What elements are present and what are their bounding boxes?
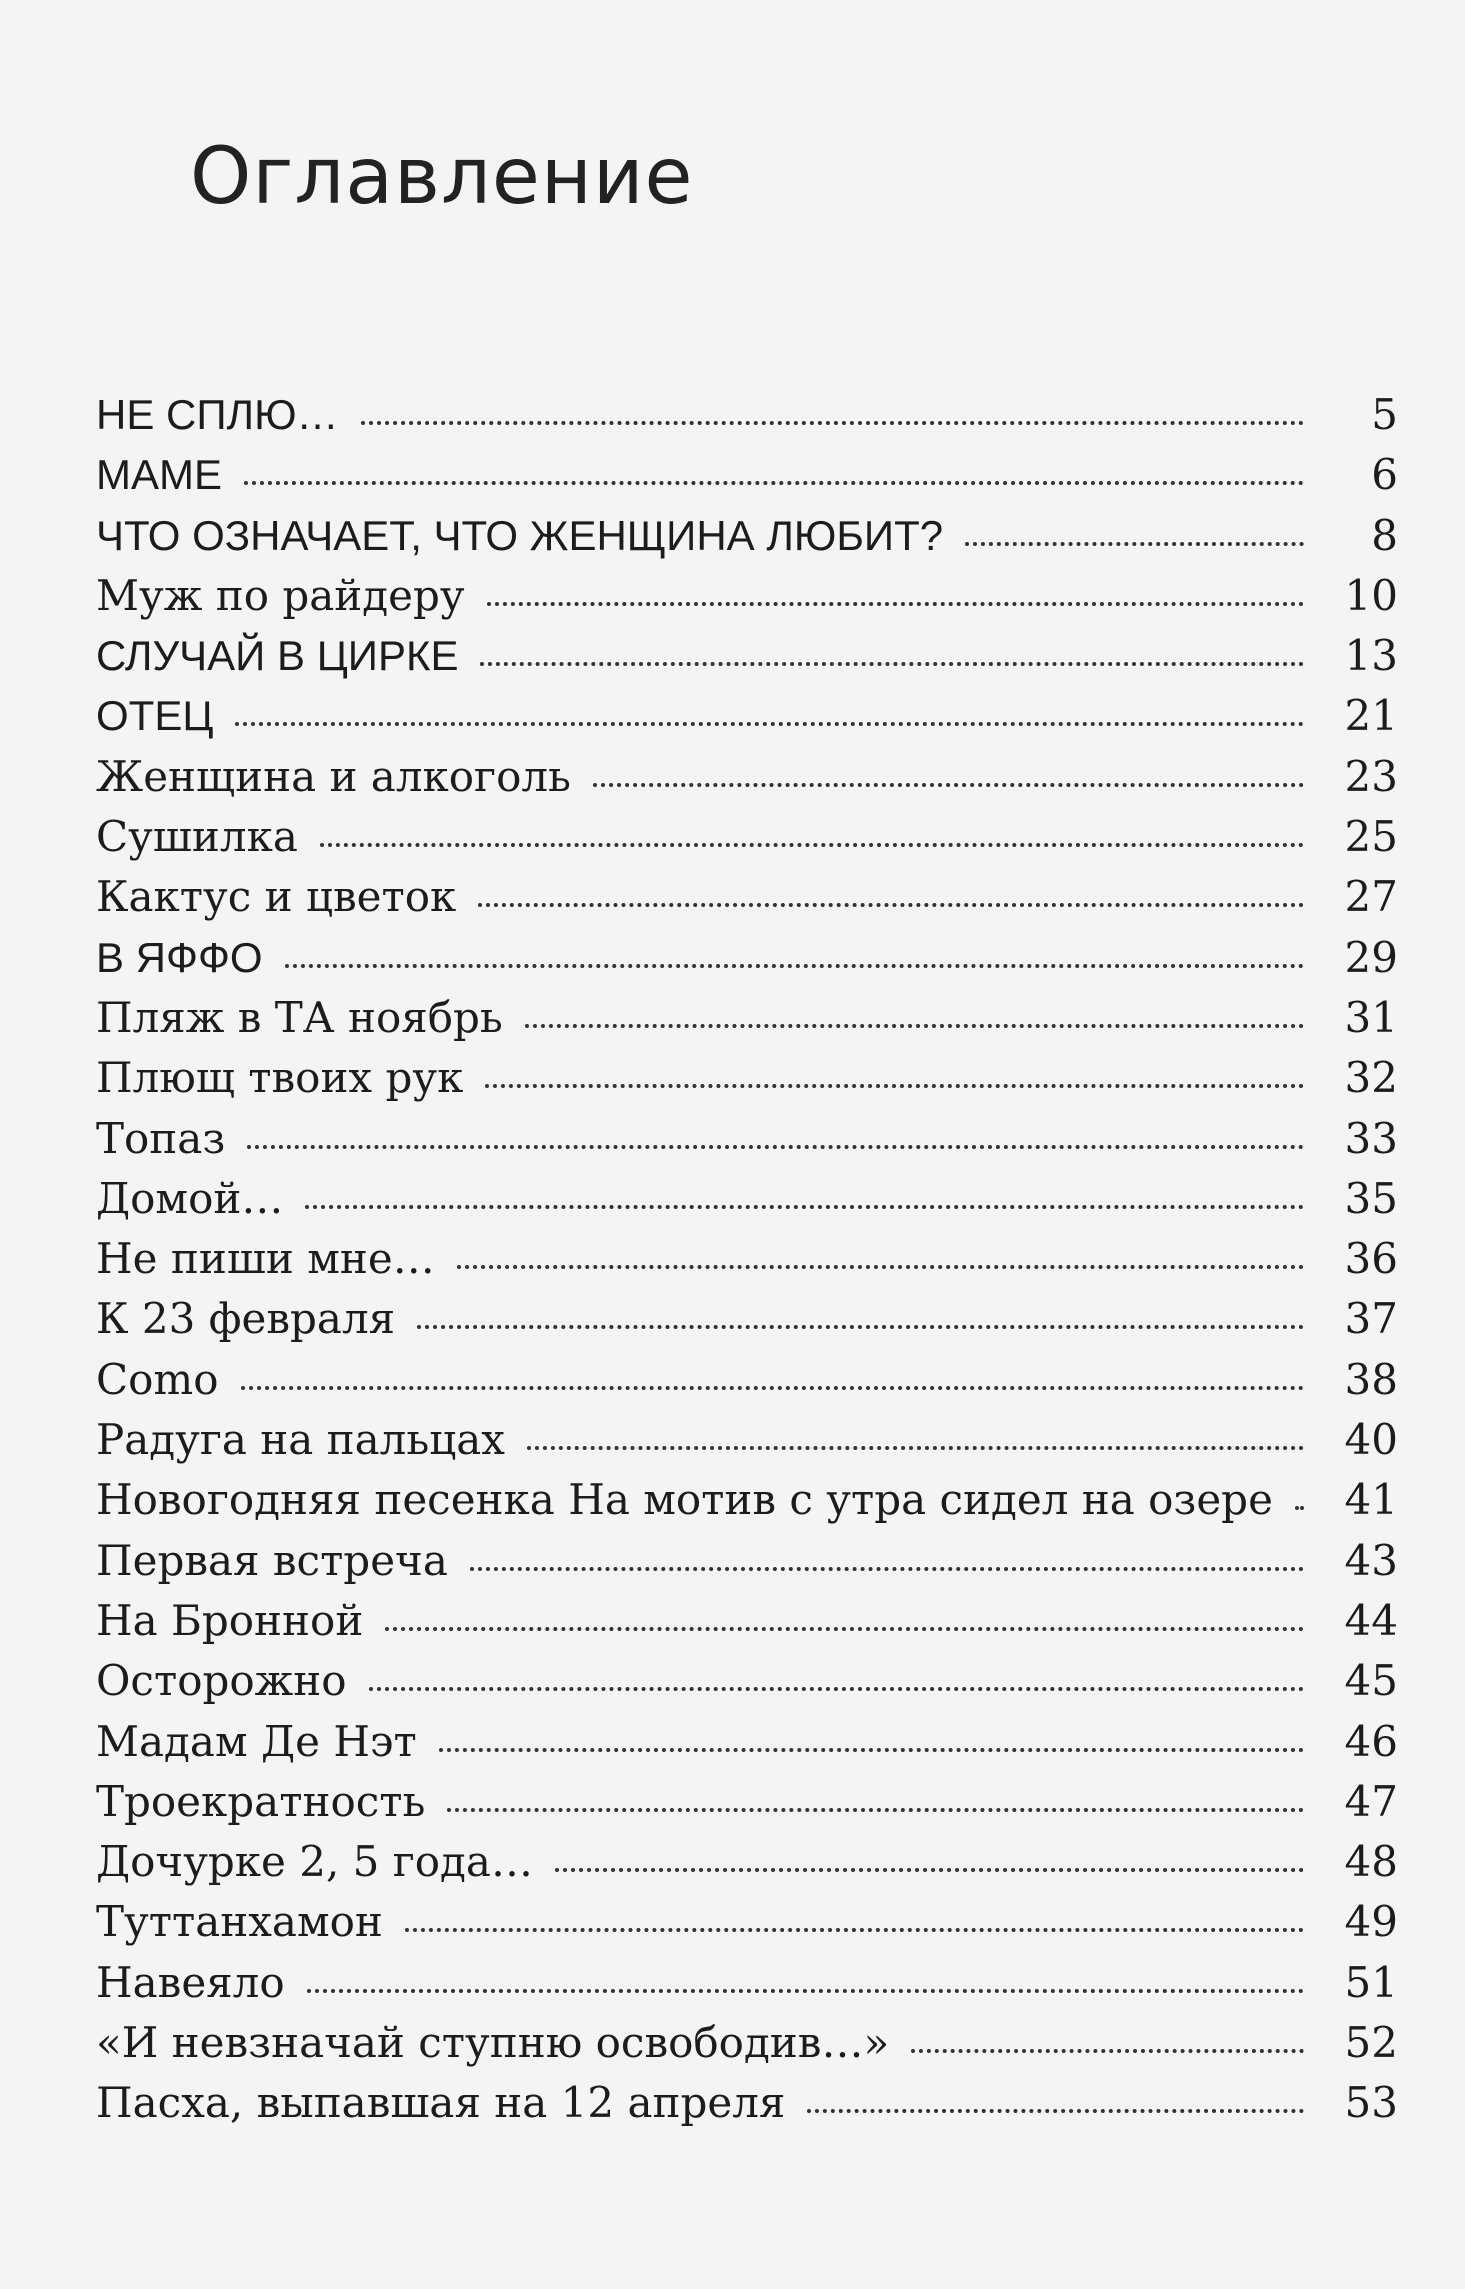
toc-entry[interactable] bbox=[96, 1651, 1398, 1711]
toc-entry-page-number: 41 bbox=[1344, 1475, 1398, 1525]
toc-entry-title: «И невзначай ступню освободив…» bbox=[96, 2018, 890, 2068]
toc-entry-page-number: 10 bbox=[1344, 570, 1398, 620]
toc-entry-page-number: 51 bbox=[1344, 1957, 1398, 2007]
toc-entry-page-number: 32 bbox=[1344, 1053, 1398, 1103]
dot-leader bbox=[527, 1446, 1304, 1450]
toc-entry-title: Плющ твоих рук bbox=[96, 1053, 464, 1103]
dot-leader bbox=[235, 722, 1304, 726]
dot-leader bbox=[361, 421, 1304, 425]
toc-entry-title: Кактус и цветок bbox=[96, 872, 457, 922]
toc-entry[interactable] bbox=[96, 686, 1398, 746]
toc-entry[interactable] bbox=[96, 1591, 1398, 1651]
toc-entry[interactable] bbox=[96, 988, 1398, 1048]
toc-entry-title: Троекратность bbox=[96, 1776, 426, 1826]
dot-leader bbox=[405, 1928, 1304, 1932]
dot-leader bbox=[305, 1205, 1304, 1209]
toc-entry[interactable] bbox=[96, 867, 1398, 927]
dot-leader bbox=[470, 1567, 1304, 1571]
toc-entry-page-number: 36 bbox=[1344, 1234, 1398, 1284]
toc-entry-page-number: 49 bbox=[1344, 1897, 1398, 1947]
toc-entry[interactable] bbox=[96, 626, 1398, 686]
toc-entry[interactable] bbox=[96, 807, 1398, 867]
toc-entry-page-number: 6 bbox=[1371, 450, 1398, 500]
toc-entry[interactable] bbox=[96, 385, 1398, 445]
toc-entry-title: К 23 февраля bbox=[96, 1294, 396, 1344]
toc-entry[interactable] bbox=[96, 1712, 1398, 1772]
toc-entry-page-number: 38 bbox=[1344, 1354, 1398, 1404]
toc-entry-title: Дочурке 2, 5 года… bbox=[96, 1837, 533, 1887]
toc-entry-page-number: 27 bbox=[1344, 872, 1398, 922]
toc-entry-page-number: 52 bbox=[1344, 2018, 1398, 2068]
toc-entry-title: Радуга на пальцах bbox=[96, 1415, 505, 1465]
dot-leader bbox=[487, 602, 1304, 606]
toc-entry-page-number: 23 bbox=[1344, 751, 1398, 801]
toc-entry-title: На Бронной bbox=[96, 1595, 364, 1645]
toc-entry-page-number: 29 bbox=[1344, 932, 1398, 982]
dot-leader bbox=[369, 1687, 1304, 1691]
toc-entry-page-number: 43 bbox=[1344, 1535, 1398, 1585]
toc-entry-page-number: 5 bbox=[1371, 390, 1398, 439]
toc-entry-title: Домой… bbox=[96, 1173, 284, 1223]
toc-entry-page-number: 48 bbox=[1344, 1837, 1398, 1887]
toc-entry[interactable] bbox=[96, 1169, 1398, 1229]
toc-entry[interactable] bbox=[96, 747, 1398, 807]
toc-entry-page-number: 13 bbox=[1344, 631, 1398, 681]
dot-leader bbox=[439, 1748, 1304, 1752]
toc-entry-page-number: 33 bbox=[1344, 1113, 1398, 1163]
toc-entry-title: Осторожно bbox=[96, 1656, 347, 1706]
toc-entry-title: Навеяло bbox=[96, 1957, 285, 2007]
toc-entry-title: Мадам Де Нэт bbox=[96, 1716, 417, 1766]
dot-leader bbox=[417, 1325, 1304, 1329]
toc-entry-title: Сушилка bbox=[96, 812, 298, 862]
dot-leader bbox=[285, 964, 1304, 968]
toc-entry[interactable] bbox=[96, 1772, 1398, 1832]
toc-entry-page-number: 40 bbox=[1344, 1415, 1398, 1465]
toc-entry[interactable] bbox=[96, 1892, 1398, 1952]
toc-entry-title: Первая встреча bbox=[96, 1535, 448, 1585]
dot-leader bbox=[525, 1024, 1304, 1028]
dot-leader bbox=[244, 481, 1304, 485]
toc-entry-title: МАМЕ bbox=[96, 451, 222, 499]
toc-entry[interactable] bbox=[96, 2073, 1398, 2133]
dot-leader bbox=[480, 662, 1304, 666]
toc-entry-title: ОТЕЦ bbox=[96, 692, 214, 740]
toc-entry[interactable] bbox=[96, 1229, 1398, 1289]
toc-entry-title: Пляж в ТА ноябрь bbox=[96, 992, 503, 1042]
toc-entry-page-number: 21 bbox=[1344, 691, 1398, 741]
dot-leader bbox=[965, 542, 1304, 546]
toc-entry-page-number: 35 bbox=[1344, 1173, 1398, 1223]
toc-entry-title: Муж по райдеру bbox=[96, 570, 465, 620]
toc-entry[interactable] bbox=[96, 1470, 1398, 1530]
toc-entry-page-number: 46 bbox=[1344, 1716, 1398, 1766]
toc-entry[interactable] bbox=[96, 1531, 1398, 1591]
toc-entry-title: Пасха, выпавшая на 12 апреля bbox=[96, 2078, 786, 2128]
toc-entry[interactable] bbox=[96, 445, 1398, 505]
dot-leader bbox=[593, 783, 1304, 787]
toc-entry-page-number: 25 bbox=[1344, 812, 1398, 862]
toc-entry-page-number: 8 bbox=[1371, 510, 1398, 560]
toc-entry[interactable] bbox=[96, 1109, 1398, 1169]
toc-entry-title: НЕ СПЛЮ… bbox=[96, 391, 339, 438]
toc-entry-title: Como bbox=[96, 1354, 219, 1404]
toc-entry[interactable] bbox=[96, 566, 1398, 626]
toc-entry[interactable] bbox=[96, 1953, 1398, 2013]
dot-leader bbox=[247, 1145, 1304, 1149]
toc-entry-page-number: 37 bbox=[1344, 1294, 1398, 1344]
toc-entry-title: Туттанхамон bbox=[96, 1897, 383, 1947]
dot-leader bbox=[485, 1084, 1304, 1088]
toc-entry[interactable] bbox=[96, 1289, 1398, 1349]
toc-entry-title: В ЯФФО bbox=[96, 933, 263, 981]
dot-leader bbox=[807, 2109, 1304, 2113]
dot-leader bbox=[320, 843, 1304, 847]
dot-leader bbox=[457, 1265, 1304, 1269]
toc-entry-page-number: 47 bbox=[1344, 1776, 1398, 1826]
toc-entry[interactable] bbox=[96, 1350, 1398, 1410]
toc-entry-page-number: 45 bbox=[1344, 1656, 1398, 1706]
dot-leader bbox=[1295, 1506, 1304, 1510]
dot-leader bbox=[478, 903, 1304, 907]
toc-entry-title: Женщина и алкоголь bbox=[96, 751, 571, 801]
toc-entry[interactable] bbox=[96, 506, 1398, 566]
dot-leader bbox=[555, 1868, 1304, 1872]
toc-entry-page-number: 31 bbox=[1344, 992, 1398, 1042]
toc-entry[interactable] bbox=[96, 928, 1398, 988]
toc-entry[interactable] bbox=[96, 2013, 1398, 2073]
toc-entry-title: Новогодняя песенка На мотив с утра сидел на озере bbox=[96, 1475, 1273, 1525]
page-title: Оглавление bbox=[190, 132, 694, 222]
toc-entry-title: ЧТО ОЗНАЧАЕТ, ЧТО ЖЕНЩИНА ЛЮБИТ? bbox=[96, 511, 944, 559]
dot-leader bbox=[447, 1808, 1304, 1812]
toc-entry-title: Топаз bbox=[96, 1113, 226, 1163]
dot-leader bbox=[307, 1989, 1304, 1993]
toc-entry-title: Не пиши мне… bbox=[96, 1234, 435, 1284]
toc-entry[interactable] bbox=[96, 1832, 1398, 1892]
toc-entry-page-number: 53 bbox=[1344, 2078, 1398, 2128]
toc-entry[interactable] bbox=[96, 1410, 1398, 1470]
table-of-contents bbox=[96, 385, 1398, 2134]
toc-entry-page-number: 44 bbox=[1344, 1595, 1398, 1645]
dot-leader bbox=[241, 1386, 1304, 1390]
dot-leader bbox=[911, 2049, 1304, 2053]
toc-entry[interactable] bbox=[96, 1048, 1398, 1108]
toc-entry-title: СЛУЧАЙ В ЦИРКЕ bbox=[96, 632, 459, 680]
dot-leader bbox=[385, 1627, 1304, 1631]
